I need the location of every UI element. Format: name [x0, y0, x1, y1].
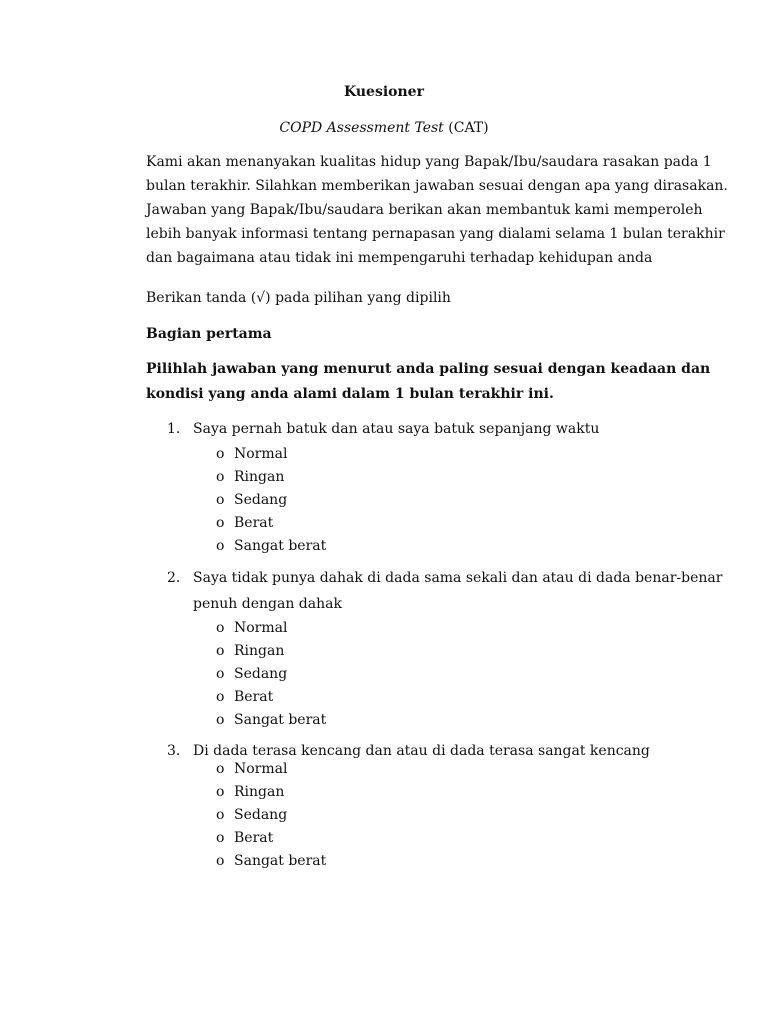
intro-line: Kami akan menanyakan kualitas hidup yang Bapak/Ibu/saudara rasakan pada 1 [146, 154, 712, 170]
intro-line: Jawaban yang Bapak/Ibu/saudara berikan akan membantuk kami memperoleh [146, 202, 703, 218]
option-label: Ringan [234, 643, 285, 659]
option-item[interactable] [216, 666, 287, 682]
option-label: Berat [234, 515, 274, 531]
bullet-icon: o [216, 538, 225, 554]
subtitle-suffix: (CAT) [448, 120, 489, 136]
section-instruction-line: kondisi yang anda alami dalam 1 bulan terakhir ini. [146, 386, 554, 402]
option-label: Sedang [234, 666, 288, 682]
bullet-icon: o [216, 761, 225, 777]
option-label: Sangat berat [234, 853, 327, 869]
bullet-icon: o [216, 712, 225, 728]
option-label: Normal [234, 446, 288, 462]
option-item[interactable] [216, 515, 273, 531]
option-label: Normal [234, 620, 288, 636]
question-text: penuh dengan dahak [193, 596, 342, 612]
bullet-icon: o [216, 492, 225, 508]
document-subtitle [0, 120, 768, 136]
option-item[interactable] [216, 492, 287, 508]
document-title: Kuesioner [344, 84, 424, 100]
bullet-icon: o [216, 830, 225, 846]
question-number: 2. [167, 570, 181, 586]
question-number: 3. [167, 743, 181, 759]
bullet-icon: o [216, 643, 225, 659]
bullet-icon: o [216, 446, 225, 462]
bullet-icon: o [216, 853, 225, 869]
bullet-icon: o [216, 515, 225, 531]
bullet-icon: o [216, 666, 225, 682]
option-label: Sedang [234, 492, 288, 508]
bullet-icon: o [216, 807, 225, 823]
option-item[interactable] [216, 538, 326, 554]
instruction-line: Berikan tanda (√) pada pilihan yang dipilih [146, 290, 451, 306]
section-instruction-line: Pilihlah jawaban yang menurut anda paling sesuai dengan keadaan dan [146, 361, 711, 377]
option-item[interactable] [216, 643, 284, 659]
option-item[interactable] [216, 620, 287, 636]
option-item[interactable] [216, 446, 287, 462]
option-label: Sedang [234, 807, 288, 823]
question-text: Saya tidak punya dahak di dada sama sekali dan atau di dada benar-benar [193, 570, 723, 586]
bullet-icon: o [216, 784, 225, 800]
intro-line: bulan terakhir. Silahkan memberikan jawaban sesuai dengan apa yang dirasakan. [146, 178, 728, 194]
option-label: Ringan [234, 784, 285, 800]
option-item[interactable] [216, 469, 284, 485]
option-item[interactable] [216, 712, 326, 728]
option-item[interactable] [216, 830, 273, 846]
bullet-icon: o [216, 469, 225, 485]
option-item[interactable] [216, 853, 326, 869]
option-label: Berat [234, 689, 274, 705]
option-item[interactable] [216, 784, 284, 800]
bullet-icon: o [216, 620, 225, 636]
intro-line: dan bagaimana atau tidak ini mempengaruhi terhadap kehidupan anda [146, 250, 653, 266]
option-label: Sangat berat [234, 538, 327, 554]
option-item[interactable] [216, 761, 287, 777]
question-text: Saya pernah batuk dan atau saya batuk sepanjang waktu [193, 421, 600, 437]
option-label: Ringan [234, 469, 285, 485]
subtitle-italic: COPD Assessment Test [279, 120, 444, 136]
option-item[interactable] [216, 807, 287, 823]
question-number: 1. [167, 421, 181, 437]
bullet-icon: o [216, 689, 225, 705]
option-label: Normal [234, 761, 288, 777]
section-title-text: Bagian pertama [146, 326, 272, 342]
option-label: Sangat berat [234, 712, 327, 728]
question-text: Di dada terasa kencang dan atau di dada terasa sangat kencang [193, 743, 650, 759]
option-item[interactable] [216, 689, 273, 705]
option-label: Berat [234, 830, 274, 846]
intro-line: lebih banyak informasi tentang pernapasan yang dialami selama 1 bulan terakhir [146, 226, 725, 242]
